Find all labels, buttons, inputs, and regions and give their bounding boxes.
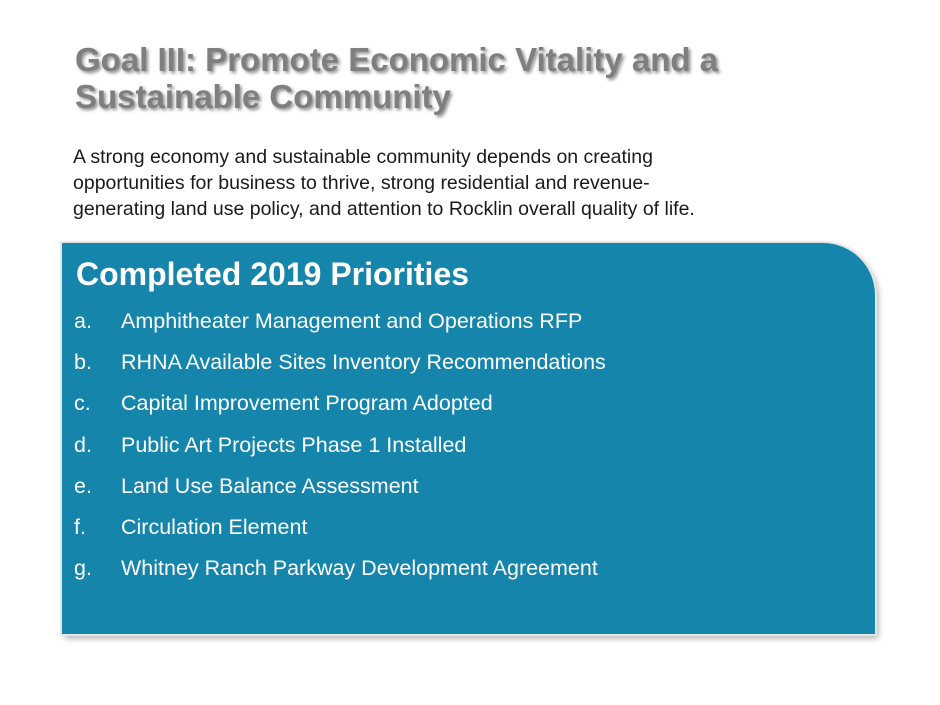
- list-item-text: Land Use Balance Assessment: [121, 473, 419, 498]
- priorities-panel: [62, 243, 875, 634]
- intro-line-1: A strong economy and sustainable community depends on creating: [73, 146, 653, 168]
- list-item-marker: b.: [74, 350, 92, 375]
- list-item-text: RHNA Available Sites Inventory Recommendations: [121, 350, 606, 375]
- list-item-text: Circulation Element: [121, 514, 308, 539]
- list-item-text: Whitney Ranch Parkway Development Agreement: [121, 556, 598, 581]
- list-item-marker: g.: [74, 556, 92, 581]
- intro-line-3: generating land use policy, and attention to Rocklin overall quality of life.: [73, 198, 695, 220]
- slide-title-line-1: Goal III: Promote Economic Vitality and a: [75, 41, 719, 78]
- list-item-marker: e.: [74, 473, 92, 498]
- list-item-marker: a.: [74, 309, 92, 333]
- intro-paragraph: [73, 144, 853, 222]
- list-item-marker: d.: [74, 432, 92, 457]
- list-item-marker: c.: [74, 391, 91, 416]
- slide-title-line-2: Sustainable Community: [75, 78, 451, 115]
- list-item-text: Capital Improvement Program Adopted: [121, 391, 493, 416]
- list-item-text: Public Art Projects Phase 1 Installed: [121, 432, 467, 457]
- slide-title: [75, 41, 905, 115]
- list-item-marker: f.: [74, 514, 86, 539]
- intro-line-2: opportunities for business to thrive, strong residential and revenue-: [73, 172, 650, 194]
- list-item-text: Amphitheater Management and Operations RFP: [121, 309, 583, 333]
- panel-heading: Completed 2019 Priorities: [76, 256, 470, 292]
